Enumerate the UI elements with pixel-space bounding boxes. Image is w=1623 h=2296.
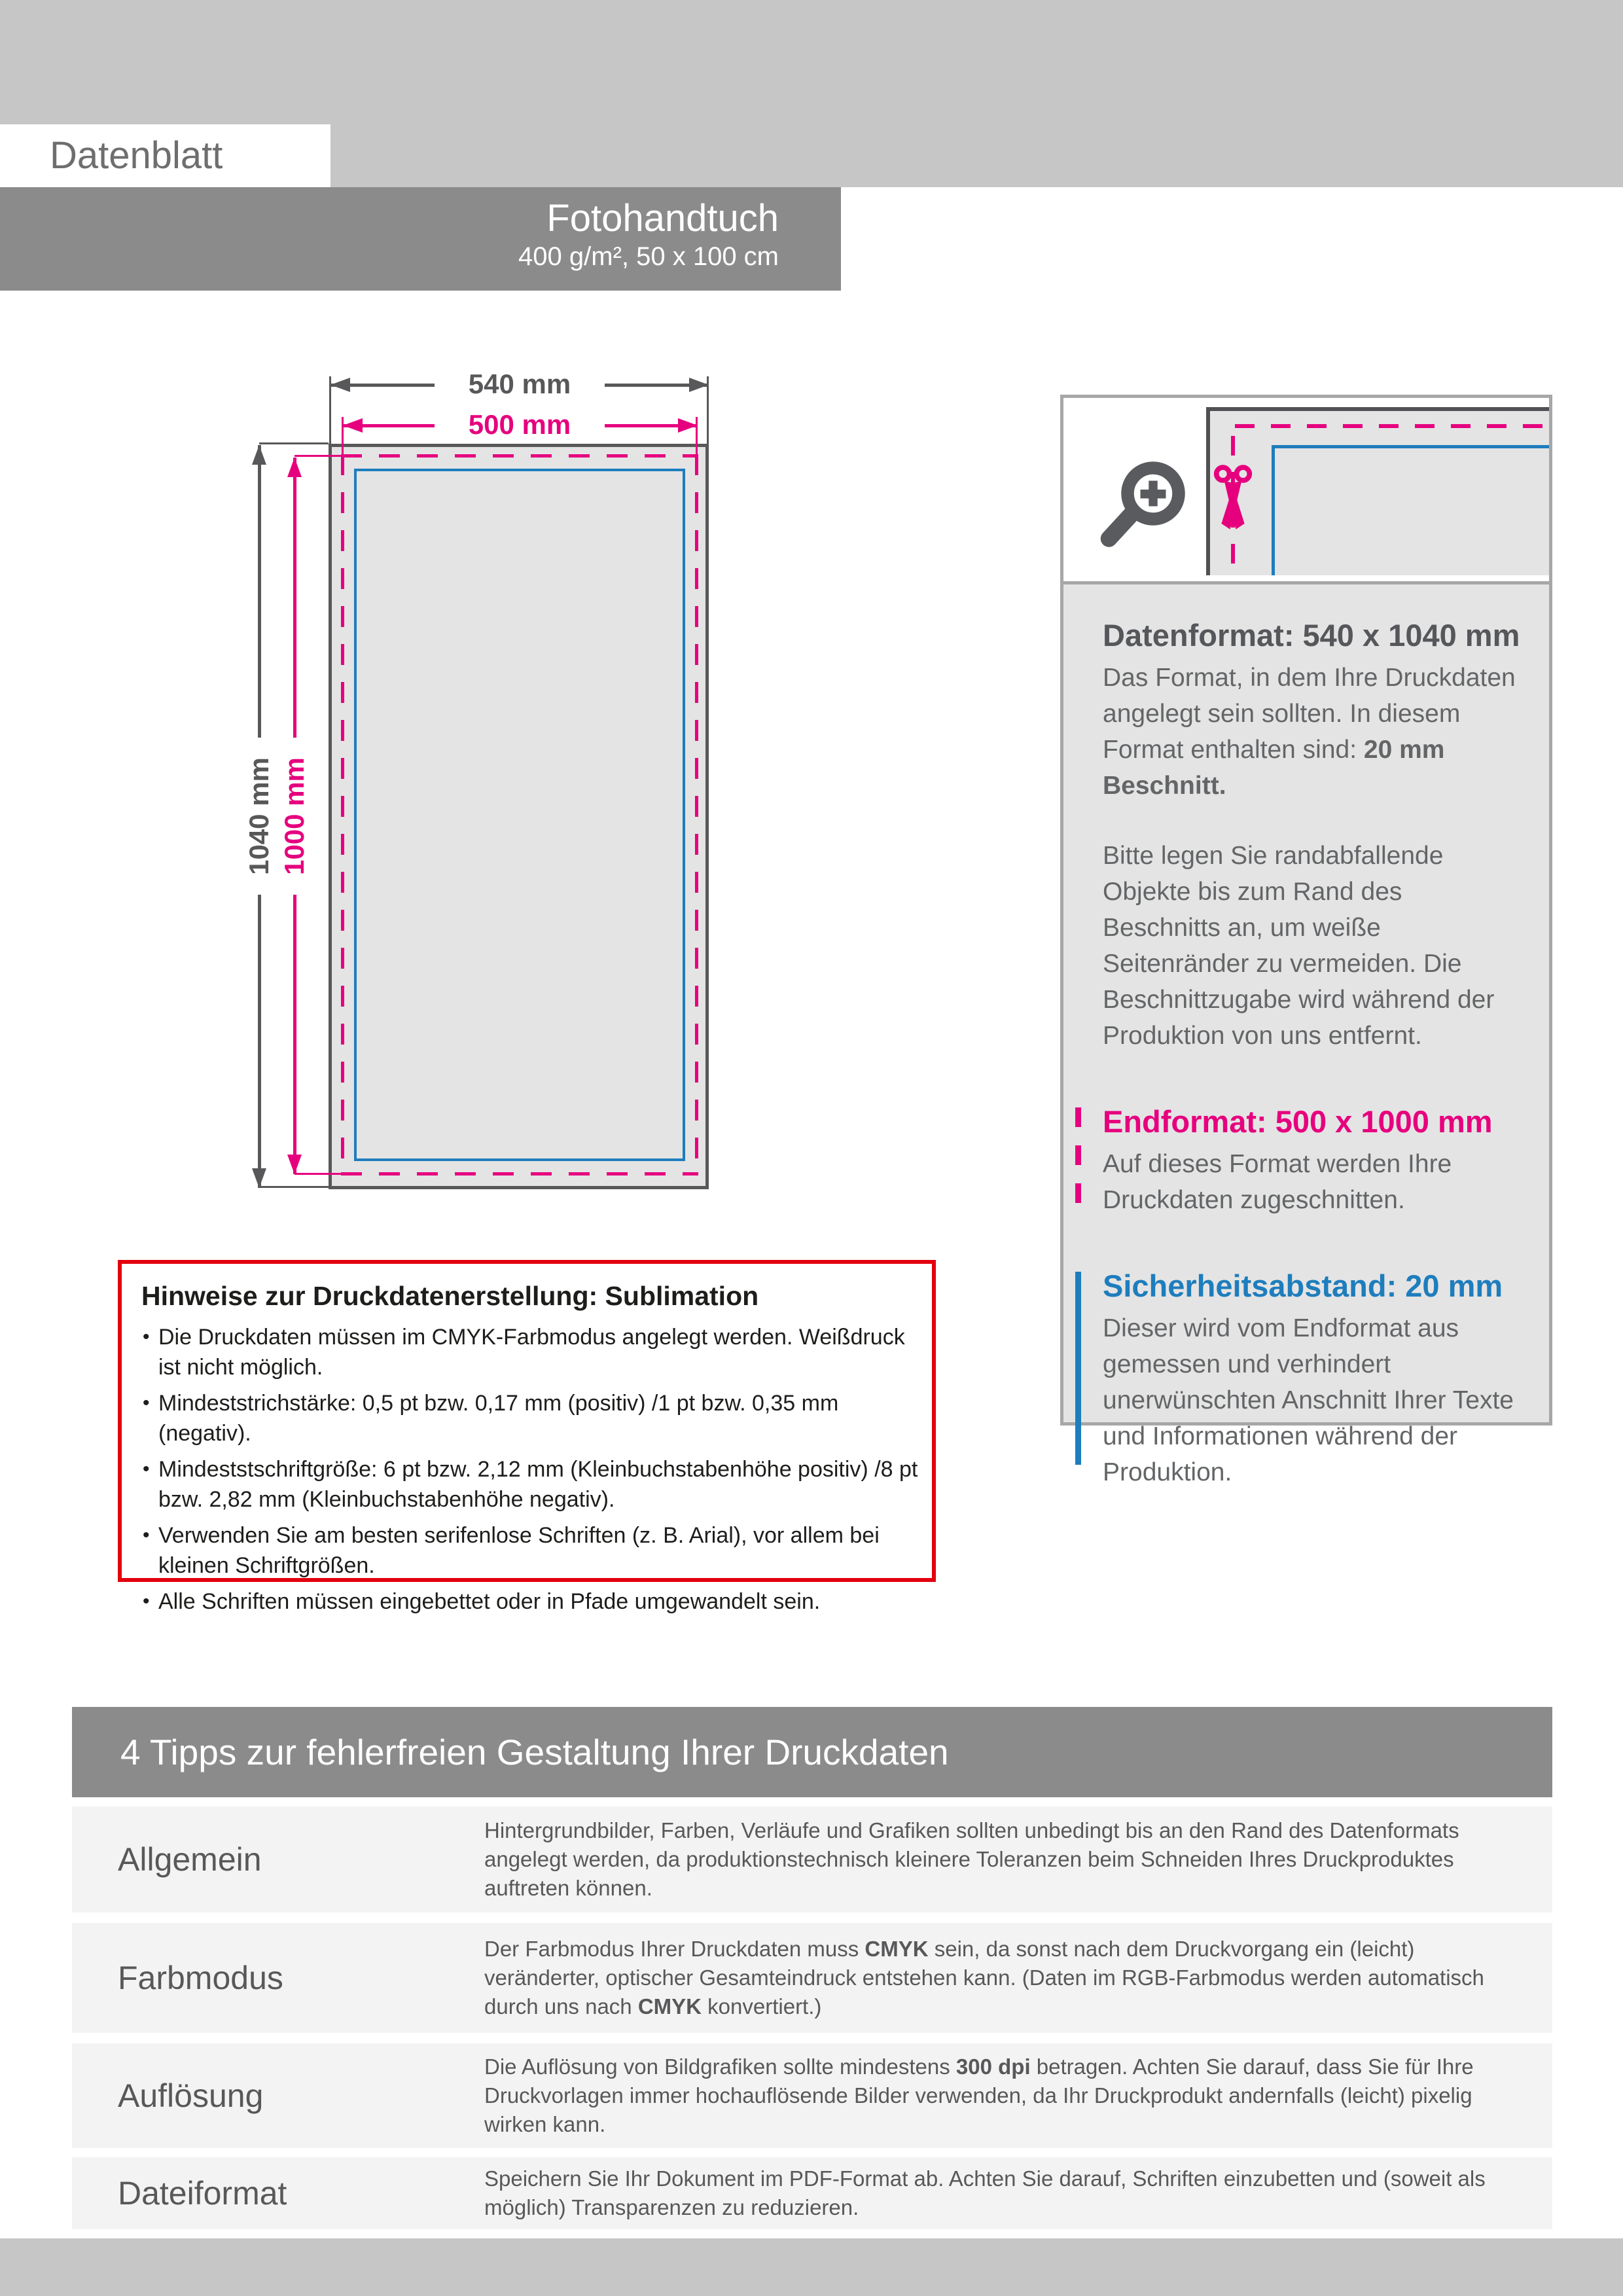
safety-solid-marker — [1075, 1272, 1081, 1465]
hinweis-item: • Die Druckdaten müssen im CMYK-Farbmodus angelegt werden. Weißdruck ist nicht möglich. — [141, 1322, 925, 1382]
footer-gray-band — [0, 2238, 1623, 2296]
sheet-label-box — [0, 124, 330, 187]
detail-safety-line-v — [1272, 445, 1275, 575]
tip-row-aufloesung — [72, 2043, 1552, 2148]
endformat-dashed-top — [341, 454, 698, 457]
tip-body: Hintergrundbilder, Farben, Verläufe und Grafiken sollten unbedingt bis an den Rand des Datenformats angelegt werden, da produktionstechnisch kleinere Toleranzen beim Schneiden Ihres Druckproduktes auftreten können. — [484, 1818, 1459, 1900]
product-specs: 400 g/m², 50 x 100 cm — [518, 242, 779, 271]
datenformat-section — [1103, 617, 1524, 1054]
arrowhead-right-icon — [689, 378, 709, 392]
hinweis-item: • Alle Schriften müssen eingebettet oder in Pfade umgewandelt sein. — [141, 1587, 925, 1617]
leader-line — [259, 1186, 329, 1188]
dim-500-label: 500 mm — [435, 408, 605, 441]
leader-line — [294, 455, 342, 457]
tip-body: Der Farbmodus Ihrer Druckdaten muss CMYK sein, da sonst nach dem Druckvorgang ein (leicht) veränderter, optischer Gesamteindruck entstehen kann. (Daten im RGB-Farbmodus werden automatisch durch uns nach CMYK konvertiert.) — [484, 1937, 1484, 2018]
endformat-dashed-right — [695, 454, 698, 1175]
arrowhead-down-icon — [287, 1155, 302, 1174]
leader-line — [259, 442, 329, 444]
tip-row-allgemein — [72, 1806, 1552, 1912]
tip-label: Farbmodus — [118, 1960, 283, 1996]
hinweise-title: Hinweise zur Druckdatenerstellung: Sublimation — [141, 1281, 759, 1311]
arrowhead-left-icon — [330, 378, 350, 392]
arrowhead-up-icon — [252, 445, 266, 465]
datenformat-text-2: Bitte legen Sie randabfallende Objekte bis zum Rand des Beschnitts an, um weiße Seitenränder zu vermeiden. Die Beschnittzugabe wird während der Produktion von uns entfernt. — [1103, 842, 1495, 1050]
endformat-dashed-bottom — [341, 1172, 698, 1175]
tip-row-dateiformat — [72, 2157, 1552, 2229]
datenformat-title: Datenformat: 540 x 1040 mm — [1103, 618, 1520, 653]
tip-body: Die Auflösung von Bildgrafiken sollte mindestens 300 dpi betragen. Achten Sie darauf, dass Sie für Ihre Druckvorlagen immer hochauflösende Bilder verwenden, da Ihr Druckprodukt andernfalls (leicht) pixelig wirken kann. — [484, 2054, 1474, 2136]
corner-detail-box — [1060, 395, 1552, 584]
sicherheitsabstand-section — [1103, 1268, 1524, 1490]
detail-dashed-h — [1235, 424, 1549, 428]
hinweise-box — [118, 1260, 936, 1614]
arrowhead-right-icon — [678, 418, 698, 433]
endformat-dashed-left — [341, 454, 344, 1175]
detail-bleed-fill — [1210, 411, 1549, 575]
endformat-section — [1103, 1103, 1524, 1218]
dim-540-label: 540 mm — [435, 368, 605, 401]
datenformat-text-1: Das Format, in dem Ihre Druckdaten angelegt sein sollten. In diesem Format enthalten sind: 20 mm Beschnitt. — [1103, 664, 1516, 800]
arrowhead-up-icon — [287, 457, 302, 477]
magnifier-plus-icon — [1096, 454, 1194, 552]
arrowhead-left-icon — [343, 418, 363, 433]
tip-row-farbmodus — [72, 1923, 1552, 2033]
detail-safety-line-h — [1272, 445, 1549, 448]
endformat-text: Auf dieses Format werden Ihre Druckdaten zugeschnitten. — [1103, 1150, 1452, 1214]
tips-banner — [72, 1707, 1552, 1797]
tip-body: Speichern Sie Ihr Dokument im PDF-Format ab. Achten Sie darauf, Schriften einzubetten und (soweit als möglich) Transparenzen zu reduzieren. — [484, 2166, 1486, 2219]
arrowhead-down-icon — [252, 1168, 266, 1188]
product-header-band — [0, 187, 841, 291]
hinweis-item: • Mindeststrichstärke: 0,5 pt bzw. 0,17 mm (positiv) /1 pt bzw. 0,35 mm (negativ). — [141, 1388, 925, 1448]
tip-label: Auflösung — [118, 2077, 264, 2114]
endformat-dash-marker — [1075, 1107, 1081, 1206]
hinweise-list — [141, 1322, 925, 1617]
sicherheitsabstand-title: Sicherheitsabstand: 20 mm — [1103, 1268, 1503, 1303]
safety-rectangle — [354, 469, 685, 1161]
format-info-panel — [1060, 584, 1552, 1486]
hinweis-item: • Mindeststschriftgröße: 6 pt bzw. 2,12 mm (Kleinbuchstabenhöhe positiv) /8 pt bzw. 2,82 mm (Kleinbuchstabenhöhe negativ). — [141, 1454, 925, 1515]
hinweis-item: • Verwenden Sie am besten serifenlose Schriften (z. B. Arial), vor allem bei kleinen Schriftgrößen. — [141, 1520, 925, 1581]
dim-1040-label: 1040 mm — [243, 738, 276, 895]
sicherheitsabstand-text: Dieser wird vom Endformat aus gemessen und verhindert unerwünschten Anschnitt Ihrer Texte und Informationen während der Produktion. — [1103, 1314, 1514, 1486]
scissors-icon — [1211, 462, 1255, 535]
tip-label: Dateiformat — [118, 2175, 287, 2212]
dim-1000-label: 1000 mm — [278, 738, 311, 895]
product-name: Fotohandtuch — [546, 197, 779, 240]
tips-banner-title: 4 Tipps zur fehlerfreien Gestaltung Ihrer Druckdaten — [120, 1732, 949, 1772]
endformat-title: Endformat: 500 x 1000 mm — [1103, 1104, 1493, 1139]
sheet-label: Datenblatt — [50, 134, 223, 177]
tip-label: Allgemein — [118, 1841, 262, 1878]
